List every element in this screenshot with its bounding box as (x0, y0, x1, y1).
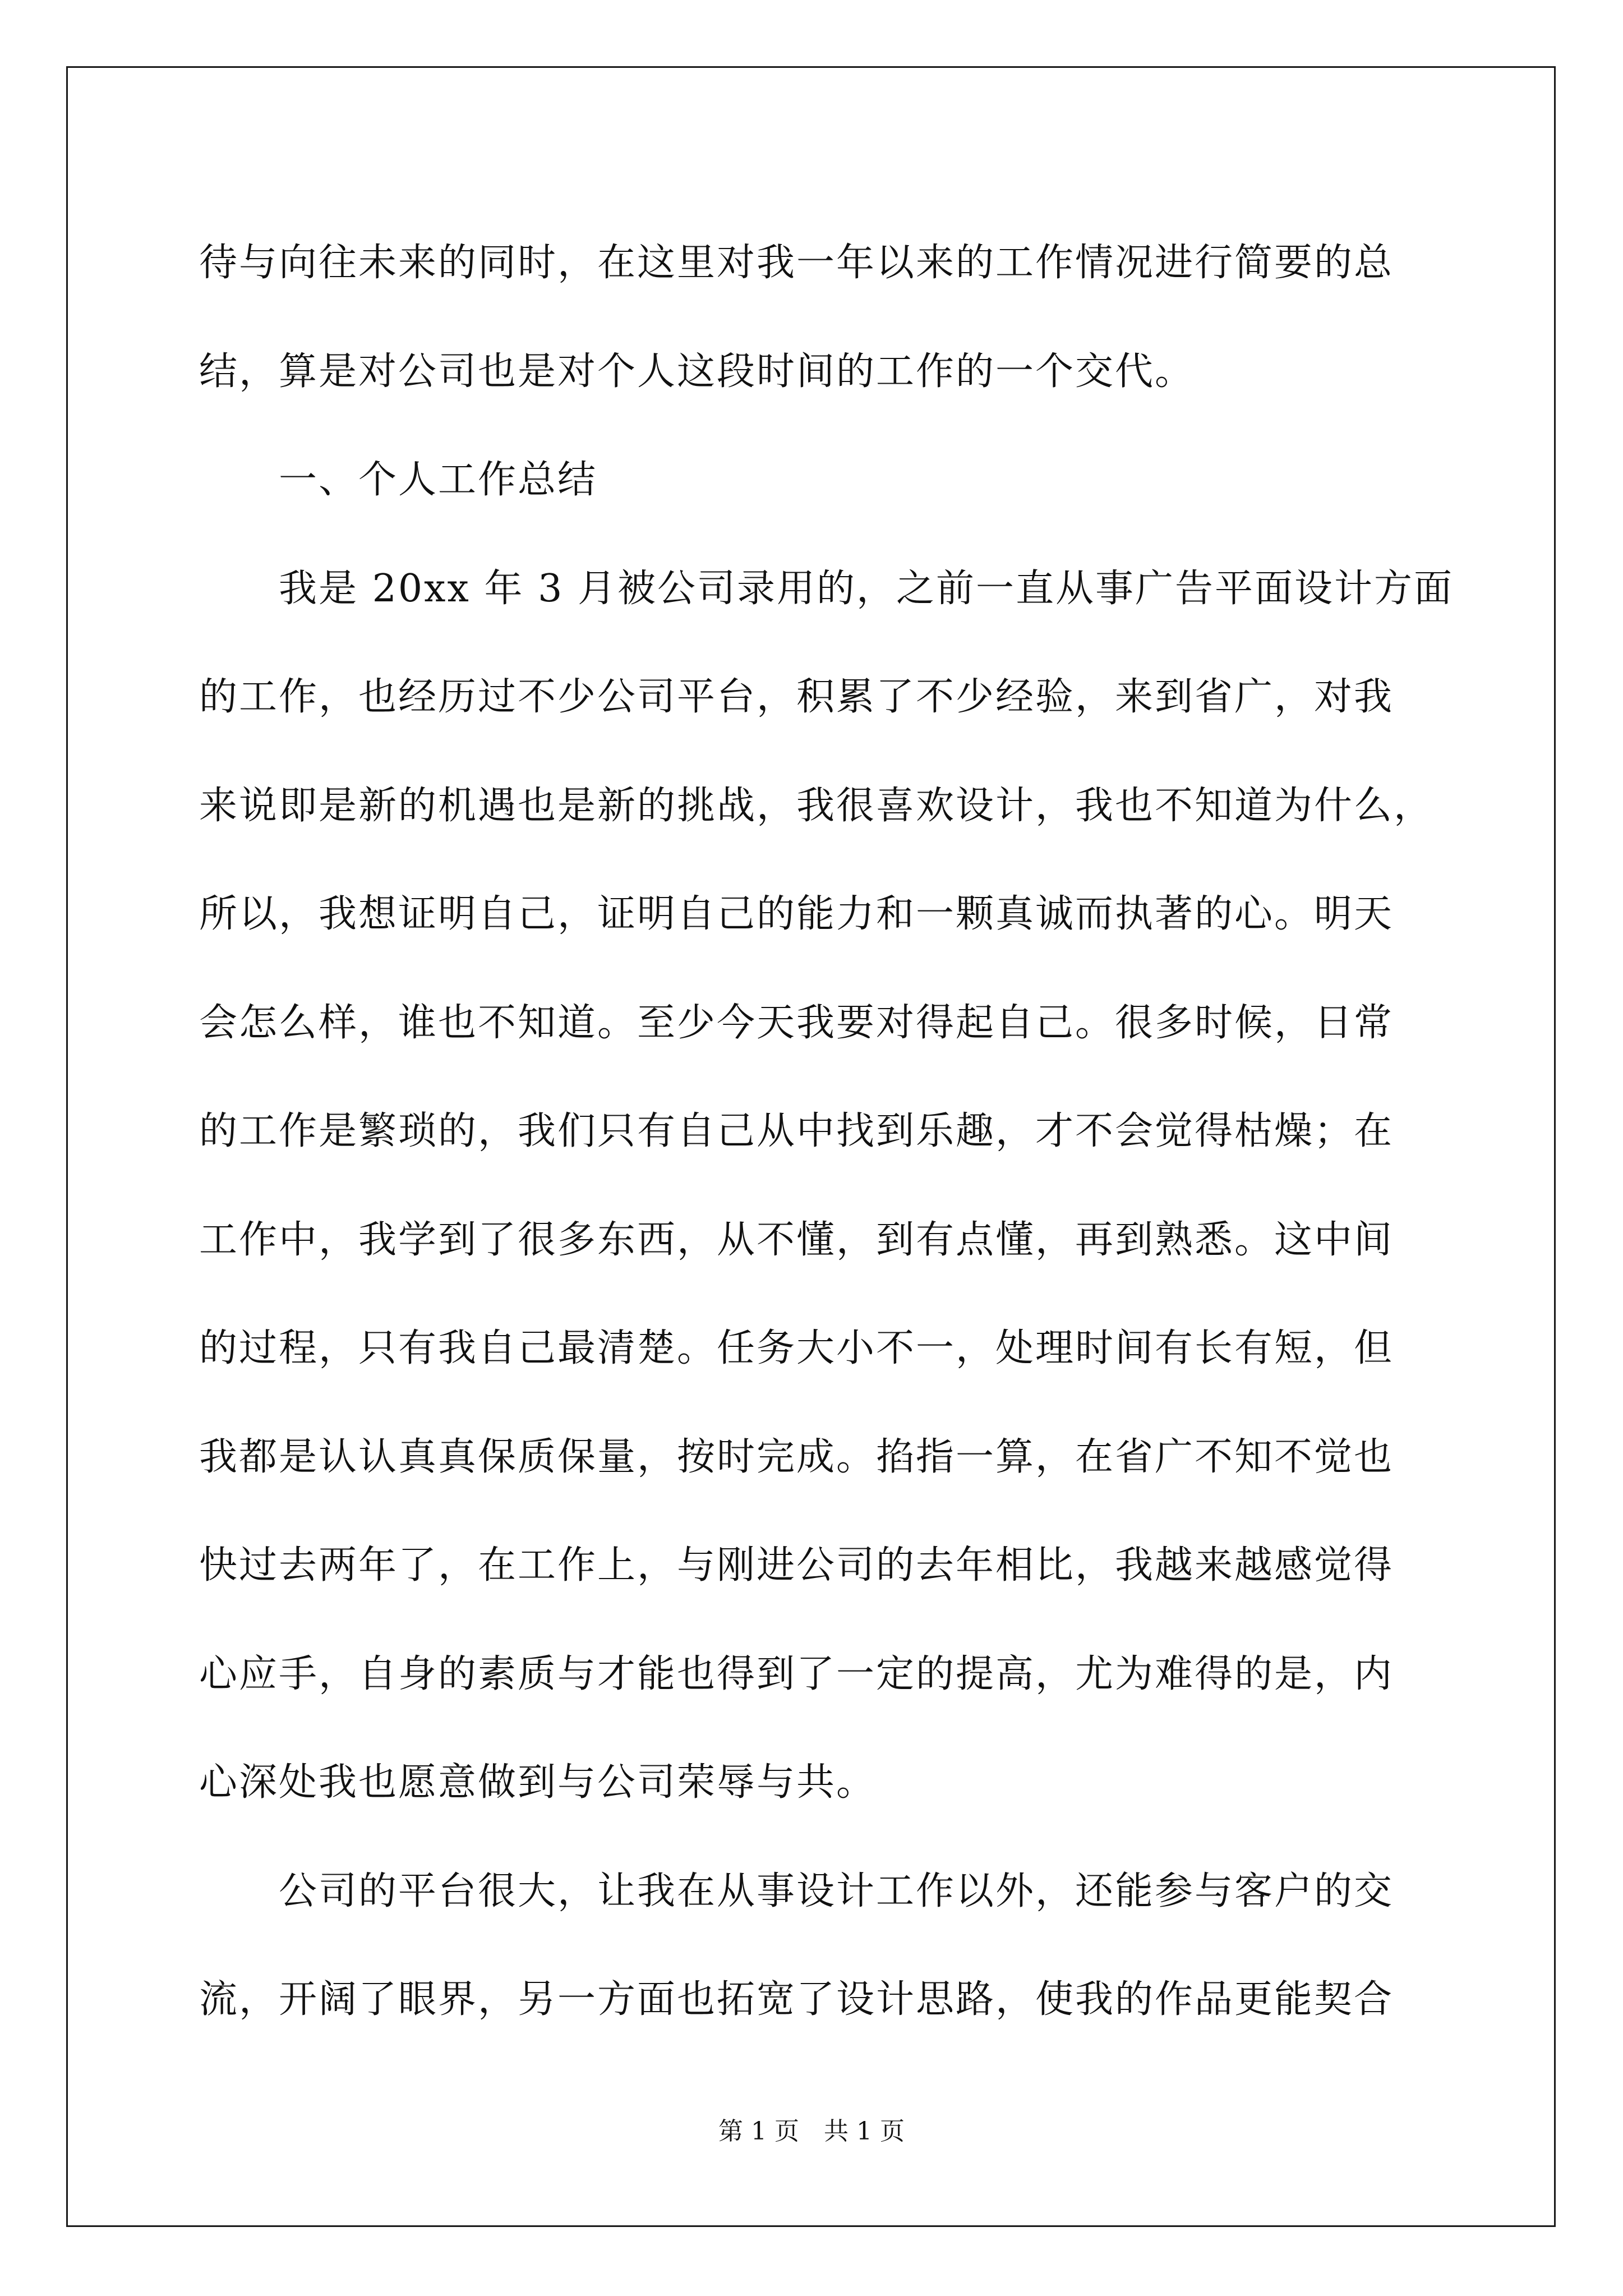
text-line: 会怎么样，谁也不知道。至少今天我要对得起自己。很多时候，日常 (199, 1000, 1394, 1045)
text-line: 来说即是新的机遇也是新的挑战，我很喜欢设计，我也不知道为什么， (199, 783, 1434, 828)
text-line: 的工作是繁琐的，我们只有自己从中找到乐趣，才不会觉得枯燥；在 (199, 1109, 1394, 1153)
document-body (199, 209, 1454, 2054)
section-heading: 一、个人工作总结 (199, 458, 598, 502)
text-line: 公司的平台很大，让我在从事设计工作以外，还能参与客户的交 (199, 1869, 1394, 1913)
page-footer (0, 2115, 1623, 2148)
text-line: 快过去两年了，在工作上，与刚进公司的去年相比，我越来越感觉得 (199, 1543, 1394, 1588)
page-number: 第 1 页 共 1 页 (718, 2117, 905, 2146)
text-line: 的过程，只有我自己最清楚。任务大小不一，处理时间有长有短，但 (199, 1326, 1394, 1370)
text-line: 心应手，自身的素质与才能也得到了一定的提高，尤为难得的是，内 (199, 1651, 1394, 1696)
text-line: 待与向往未来的同时，在这里对我一年以来的工作情况进行简要的总 (199, 241, 1394, 285)
text-line: 心深处我也愿意做到与公司荣辱与共。 (199, 1760, 877, 1805)
text-line: 结，算是对公司也是对个人这段时间的工作的一个交代。 (199, 349, 1195, 394)
text-line: 我是 20xx 年 3 月被公司录用的，之前一直从事广告平面设计方面 (199, 566, 1454, 611)
text-line: 我都是认认真真保质保量，按时完成。掐指一算，在省广不知不觉也 (199, 1434, 1394, 1479)
text-line: 流，开阔了眼界，另一方面也拓宽了设计思路，使我的作品更能契合 (199, 1977, 1394, 2022)
text-line: 工作中，我学到了很多东西，从不懂，到有点懂，再到熟悉。这中间 (199, 1217, 1394, 1262)
text-line: 的工作，也经历过不少公司平台，积累了不少经验，来到省广，对我 (199, 675, 1394, 719)
text-line: 所以，我想证明自己，证明自己的能力和一颗真诚而执著的心。明天 (199, 892, 1394, 936)
